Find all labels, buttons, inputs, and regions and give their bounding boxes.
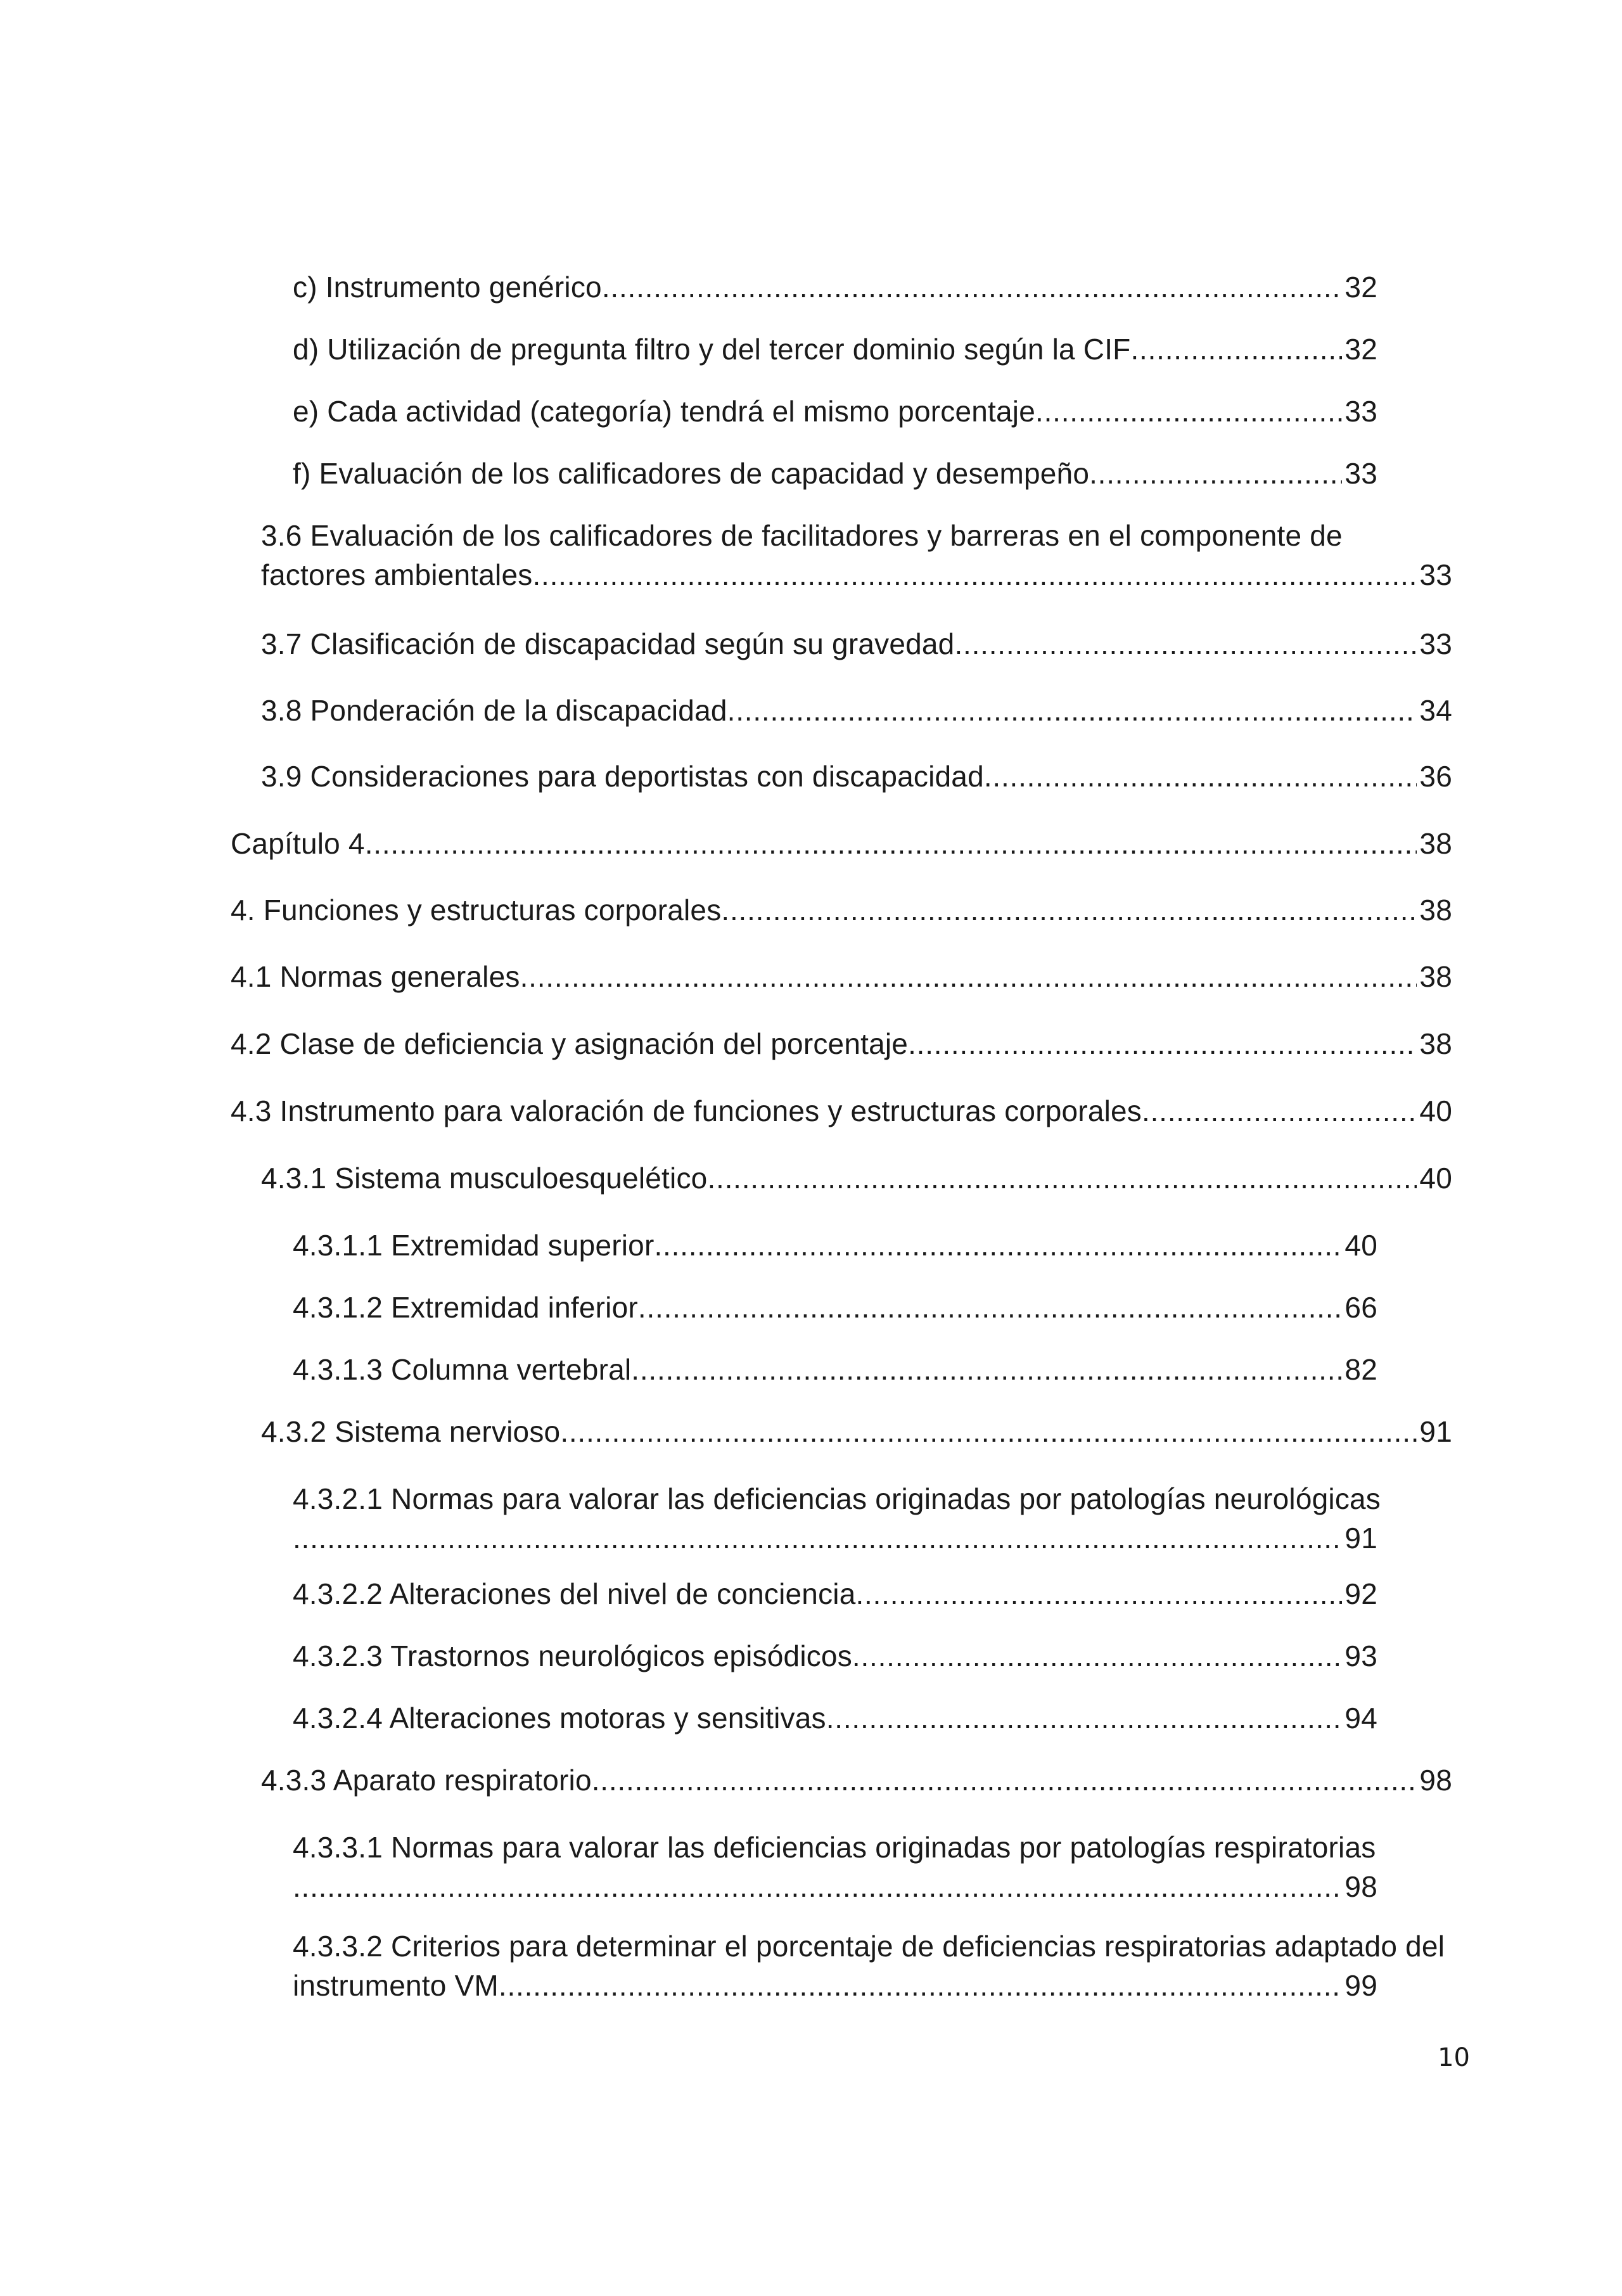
- toc-entry-page: 33: [1419, 627, 1452, 660]
- toc-entry[interactable]: [293, 1350, 1377, 1389]
- toc-entry[interactable]: [293, 330, 1377, 369]
- toc-entry-page: 94: [1344, 1702, 1377, 1735]
- dot-leader: [727, 691, 1417, 730]
- toc-entry-page: 99: [1344, 1969, 1377, 2002]
- dot-leader: [954, 624, 1417, 664]
- dot-leader: [1130, 330, 1342, 369]
- dot-leader: [826, 1698, 1343, 1738]
- toc-entry-title: 4.3.2.1 Normas para valorar las deficiencias originadas por patologías neurológicas: [293, 1482, 1381, 1515]
- dot-leader: [499, 1966, 1343, 2005]
- toc-entry[interactable]: [293, 454, 1377, 493]
- toc-entry[interactable]: [293, 1226, 1377, 1265]
- toc-entry-title: 4.3.1.1 Extremidad superior: [293, 1229, 655, 1262]
- toc-entry-page: 38: [1419, 1027, 1452, 1060]
- toc-entry[interactable]: [261, 516, 1452, 594]
- toc-entry-title: 4.3.2.2 Alteraciones del nivel de conciencia: [293, 1577, 856, 1610]
- toc-entry-page: 32: [1344, 271, 1377, 304]
- toc-entry-title: 4.3.2 Sistema nervioso: [261, 1415, 561, 1448]
- toc-entry-title: 4.3.3.2 Criterios para determinar el porcentaje de deficiencias respiratorias adaptado del: [293, 1930, 1445, 1963]
- toc-entry-page: 33: [1344, 395, 1377, 428]
- toc-entry-title: 4.3.2.4 Alteraciones motoras y sensitivas: [293, 1702, 826, 1735]
- toc-entry[interactable]: [293, 267, 1377, 307]
- toc-entry-title-continued: instrumento VM: [293, 1969, 499, 2002]
- toc-entry[interactable]: [261, 1760, 1452, 1800]
- toc-entry-title: e) Cada actividad (categoría) tendrá el mismo porcentaje: [293, 395, 1036, 428]
- dot-leader: [855, 1574, 1342, 1613]
- toc-entry-page: 66: [1344, 1291, 1377, 1324]
- dot-leader: [520, 957, 1417, 996]
- toc-entry-title: 4.3.1 Sistema musculoesquelético: [261, 1162, 708, 1195]
- dot-leader: [1089, 454, 1342, 493]
- dot-leader: [631, 1350, 1342, 1389]
- dot-leader: [560, 1412, 1417, 1451]
- toc-entry-title: 4.3.1.2 Extremidad inferior: [293, 1291, 638, 1324]
- dot-leader: [293, 1518, 1342, 1558]
- toc-entry-page: 92: [1344, 1577, 1377, 1610]
- toc-entry-title: 3.8 Ponderación de la discapacidad: [261, 694, 727, 727]
- toc-entry-page: 82: [1344, 1353, 1377, 1386]
- toc-entry-title: 4.3.3.1 Normas para valorar las deficiencias originadas por patologías respiratorias: [293, 1831, 1376, 1864]
- toc-entry[interactable]: [293, 1927, 1452, 2005]
- toc-entry-page: 91: [1419, 1415, 1452, 1448]
- toc-entry-page: 98: [1344, 1870, 1377, 1903]
- toc-entry[interactable]: [231, 957, 1452, 996]
- toc-entry-title: 4.3 Instrumento para valoración de funciones y estructuras corporales: [231, 1094, 1142, 1127]
- toc-entry-page: 38: [1419, 827, 1452, 860]
- toc-entry-title: 4. Funciones y estructuras corporales: [231, 894, 722, 927]
- dot-leader: [1035, 392, 1342, 431]
- dot-leader: [707, 1158, 1417, 1198]
- dot-leader: [908, 1024, 1417, 1063]
- toc-entry-title: 3.9 Consideraciones para deportistas con discapacidad: [261, 760, 984, 793]
- toc-entry[interactable]: [261, 624, 1452, 664]
- dot-leader: [365, 824, 1417, 863]
- toc-entry[interactable]: [231, 1091, 1452, 1131]
- toc-entry[interactable]: [293, 1698, 1377, 1738]
- toc-entry-title: 3.7 Clasificación de discapacidad según su gravedad: [261, 627, 955, 660]
- toc-entry-page: 91: [1344, 1522, 1377, 1555]
- toc-entry[interactable]: [261, 1412, 1452, 1451]
- toc-entry-title: c) Instrumento genérico: [293, 271, 602, 304]
- toc-entry-page: 98: [1419, 1764, 1452, 1797]
- toc-entry-page: 40: [1344, 1229, 1377, 1262]
- dot-leader: [532, 555, 1417, 594]
- toc-entry-title: 4.3.2.3 Trastornos neurológicos episódicos: [293, 1639, 852, 1672]
- dot-leader: [1142, 1091, 1417, 1131]
- toc-entry-page: 36: [1419, 760, 1452, 793]
- toc-entry[interactable]: [261, 1158, 1452, 1198]
- toc-entry-page: 33: [1344, 457, 1377, 490]
- toc-entry[interactable]: [293, 1574, 1377, 1613]
- toc-entry-page: 32: [1344, 333, 1377, 366]
- dot-leader: [984, 757, 1417, 796]
- dot-leader: [721, 890, 1417, 930]
- toc-entry[interactable]: [261, 691, 1452, 730]
- dot-leader: [602, 267, 1343, 307]
- dot-leader: [592, 1760, 1417, 1800]
- toc-entry-title: 4.1 Normas generales: [231, 960, 520, 993]
- toc-entry-page: 38: [1419, 894, 1452, 927]
- toc-entry[interactable]: [293, 1288, 1377, 1327]
- toc-entry-title: d) Utilización de pregunta filtro y del tercer dominio según la CIF: [293, 333, 1131, 366]
- toc-entry[interactable]: [231, 824, 1452, 863]
- toc-entry-title-continued: factores ambientales: [261, 558, 533, 591]
- toc-entry-page: 33: [1419, 558, 1452, 591]
- toc-entry-page: 93: [1344, 1639, 1377, 1672]
- toc-entry-title: f) Evaluación de los calificadores de capacidad y desempeño: [293, 457, 1090, 490]
- dot-leader: [852, 1636, 1343, 1676]
- toc-entry[interactable]: [293, 1828, 1452, 1906]
- dot-leader: [638, 1288, 1343, 1327]
- page-number: 10: [1438, 2043, 1470, 2072]
- toc-entry[interactable]: [293, 1636, 1377, 1676]
- toc-entry-page: 40: [1419, 1162, 1452, 1195]
- toc-entry-title: 4.3.1.3 Columna vertebral: [293, 1353, 632, 1386]
- toc-entry-page: 38: [1419, 960, 1452, 993]
- dot-leader: [293, 1867, 1342, 1906]
- toc-entry[interactable]: [293, 392, 1377, 431]
- toc-entry[interactable]: [261, 757, 1452, 796]
- toc-entry-page: 34: [1419, 694, 1452, 727]
- toc-entry-title: Capítulo 4: [231, 827, 365, 860]
- toc-entry-title: 4.2 Clase de deficiencia y asignación del porcentaje: [231, 1027, 909, 1060]
- toc-entry[interactable]: [293, 1479, 1452, 1558]
- dot-leader: [654, 1226, 1342, 1265]
- toc-entry[interactable]: [231, 1024, 1452, 1063]
- toc-entry-title: 3.6 Evaluación de los calificadores de facilitadores y barreras en el componente de: [261, 519, 1343, 552]
- toc-entry-page: 40: [1419, 1094, 1452, 1127]
- toc-entry[interactable]: [231, 890, 1452, 930]
- toc-entry-title: 4.3.3 Aparato respiratorio: [261, 1764, 592, 1797]
